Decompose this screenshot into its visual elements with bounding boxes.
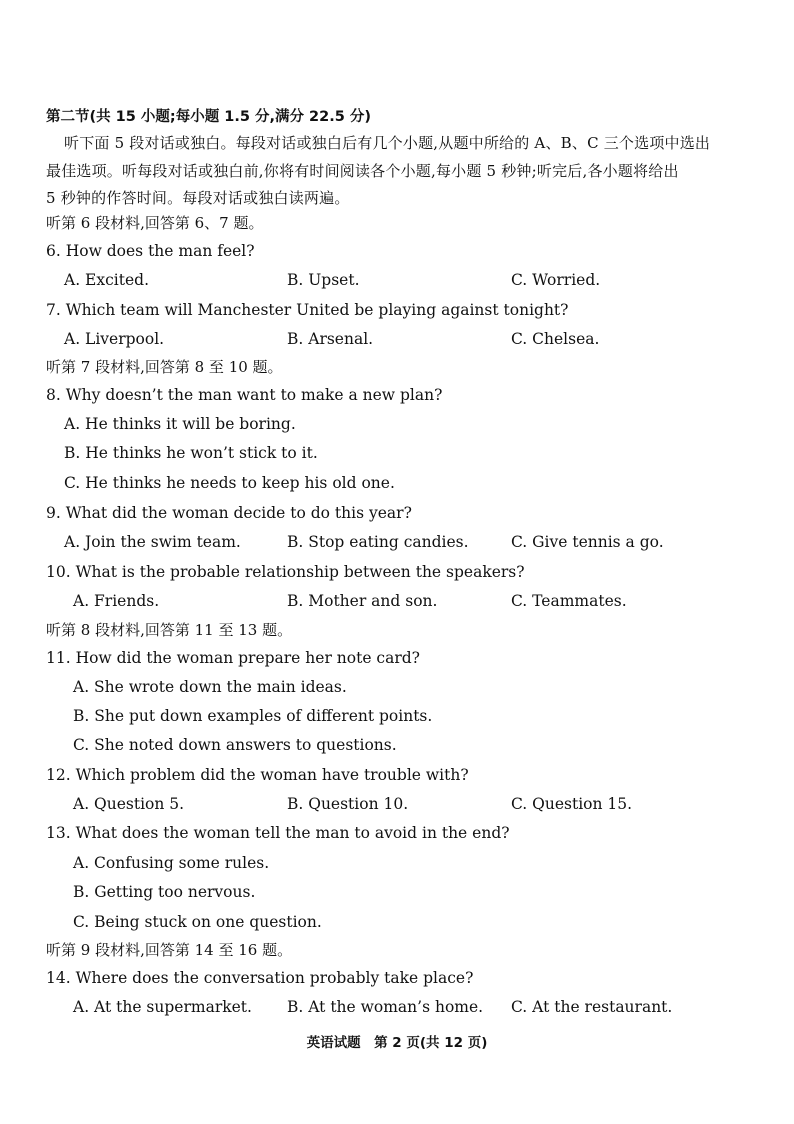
question-10-option-b: B. Mother and son. (287, 592, 438, 610)
section-title: 第二节(共 15 小题;每小题 1.5 分,满分 22.5 分) (46, 109, 371, 125)
question-10-option-a: A. Friends. (73, 592, 160, 610)
question-12-option-c: C. Question 15. (511, 795, 633, 813)
question-8-option-c: C. He thinks he needs to keep his old one. (64, 474, 395, 492)
question-9-option-c: C. Give tennis a go. (511, 533, 664, 551)
question-7-option-a: A. Liverpool. (64, 330, 165, 348)
question-11-option-a: A. She wrote down the main ideas. (73, 678, 347, 696)
intro-line-2: 最佳选项。听每段对话或独白前,你将有时间阅读各个小题,每小题 5 秒钟;听完后,各小题将给出 (46, 162, 679, 180)
question-13-option-c: C. Being stuck on one question. (73, 913, 322, 931)
question-12: 12. Which problem did the woman have trouble with? (46, 766, 469, 784)
page-footer: 英语试题 第 2 页(共 12 页) (306, 1035, 488, 1051)
question-12-option-b: B. Question 10. (287, 795, 409, 813)
question-8-option-a: A. He thinks it will be boring. (64, 415, 296, 433)
question-11: 11. How did the woman prepare her note card? (46, 649, 420, 667)
intro-line-1: 听下面 5 段对话或独白。每段对话或独白后有几个小题,从题中所给的 A、B、C 三个选项中选出 (64, 134, 711, 152)
material-heading-6: 听第 6 段材料,回答第 6、7 题。 (46, 214, 264, 232)
question-7-option-b: B. Arsenal. (287, 330, 374, 348)
question-8-option-b: B. He thinks he won’t stick to it. (64, 444, 318, 462)
question-6-option-b: B. Upset. (287, 271, 360, 289)
question-9-option-a: A. Join the swim team. (64, 533, 241, 551)
question-7: 7. Which team will Manchester United be playing against tonight? (46, 301, 569, 319)
question-9: 9. What did the woman decide to do this year? (46, 504, 412, 522)
question-7-option-c: C. Chelsea. (511, 330, 600, 348)
question-14-option-a: A. At the supermarket. (73, 998, 252, 1016)
question-10: 10. What is the probable relationship between the speakers? (46, 563, 525, 581)
question-13-option-b: B. Getting too nervous. (73, 883, 256, 901)
material-heading-8: 听第 8 段材料,回答第 11 至 13 题。 (46, 621, 293, 639)
question-8: 8. Why doesn’t the man want to make a new plan? (46, 386, 443, 404)
intro-line-3: 5 秒钟的作答时间。每段对话或独白读两遍。 (46, 189, 350, 207)
question-13: 13. What does the woman tell the man to avoid in the end? (46, 824, 510, 842)
question-6: 6. How does the man feel? (46, 242, 255, 260)
question-14-option-c: C. At the restaurant. (511, 998, 673, 1016)
question-6-option-a: A. Excited. (64, 271, 149, 289)
question-12-option-a: A. Question 5. (73, 795, 185, 813)
question-11-option-c: C. She noted down answers to questions. (73, 736, 397, 754)
material-heading-7: 听第 7 段材料,回答第 8 至 10 题。 (46, 358, 283, 376)
question-9-option-b: B. Stop eating candies. (287, 533, 469, 551)
question-11-option-b: B. She put down examples of different points. (73, 707, 433, 725)
question-13-option-a: A. Confusing some rules. (73, 854, 270, 872)
question-14: 14. Where does the conversation probably take place? (46, 969, 474, 987)
question-10-option-c: C. Teammates. (511, 592, 627, 610)
question-14-option-b: B. At the woman’s home. (287, 998, 484, 1016)
question-6-option-c: C. Worried. (511, 271, 601, 289)
material-heading-9: 听第 9 段材料,回答第 14 至 16 题。 (46, 941, 293, 959)
